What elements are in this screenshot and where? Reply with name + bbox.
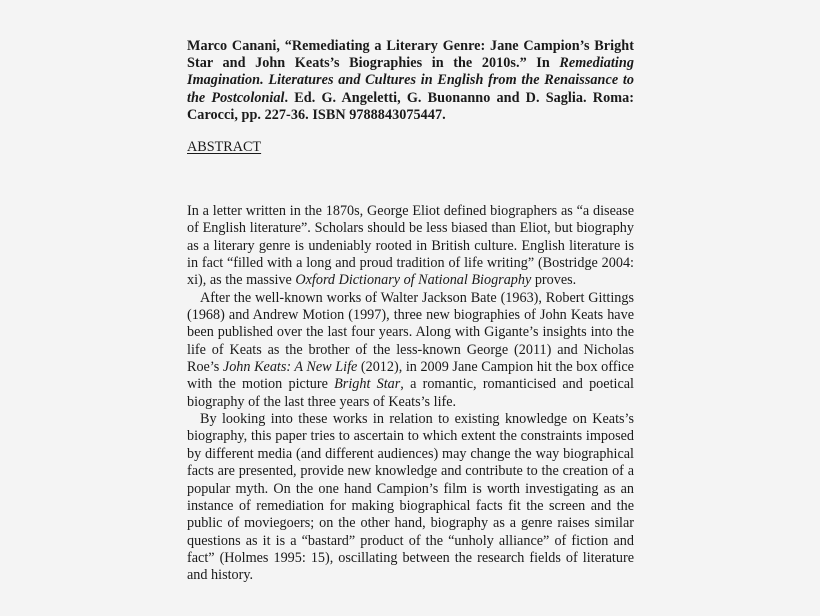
paragraph-text: , a romantic, romanticised and poetical biography of the last three years of Keats’s life. [187, 376, 634, 410]
abstract-heading: ABSTRACT [187, 139, 262, 155]
paragraph-text: After the well-known works of Walter Jackson Bate (1963), Robert Gittings (1968) and Andrew Motion (1997), three new biographies of John Keats have been published over the last four years. Along with Gigante’s insights into the life of Keats as the brother of the less-known George (2011) and Nicholas Roe’s [187, 289, 634, 376]
paragraph-text: (2012), in 2009 Jane Campion hit the box office with the motion picture [187, 359, 634, 393]
paragraph-italic-title: Oxford Dictionary of National Biography [295, 272, 532, 289]
paragraph-italic-title: Bright Star [334, 376, 401, 393]
paragraph-text: By looking into these works in relation to existing knowledge on Keats’s biography, this paper tries to ascertain to which extent the constraints imposed by different media (and different audiences) may change the way biographical facts are presented, provide new knowledge and contribute to the creation of a popular myth. On the one hand Campion’s film is worth investigating as an instance of remediation for making biographical facts fit the screen and the public of moviegoers; on the other hand, biography as a genre raises similar questions as it is a “bastard” product of the “unholy alliance” of fiction and fact” (Holmes 1995: 15), oscillating between the research fields of literature and history. [187, 411, 634, 584]
citation-block [187, 38, 634, 124]
abstract-paragraph-1 [187, 203, 634, 290]
paragraph-text: In a letter written in the 1870s, George Eliot defined biographers as “a disease of English literature”. Scholars should be less biased than Eliot, but biography as a literary genre is undeniably rooted in British culture. English literature is in fact “filled with a long and proud tradition of life writing” (Bostridge 2004: xi), as the massive [187, 203, 634, 289]
citation-book-title: Remediating Imagination. Literatures and Cultures in English from the Renaissance to the Postcolonial [187, 55, 634, 106]
citation-text: Marco Canani, “Remediating a Literary Genre: Jane Campion’s Bright Star and John Keats’s Biographies in the 2010s.” In [187, 38, 634, 72]
paragraph-italic-title: John Keats: A New Life [222, 359, 358, 376]
abstract-body [187, 203, 634, 585]
abstract-paragraph-3 [187, 411, 634, 584]
abstract-paragraph-2 [187, 290, 634, 411]
paragraph-text: proves. [531, 272, 577, 289]
citation-publication-details: . Ed. G. Angeletti, G. Buonanno and D. Saglia. Roma: Carocci, pp. 227-36. ISBN 9788843075447. [187, 89, 635, 123]
